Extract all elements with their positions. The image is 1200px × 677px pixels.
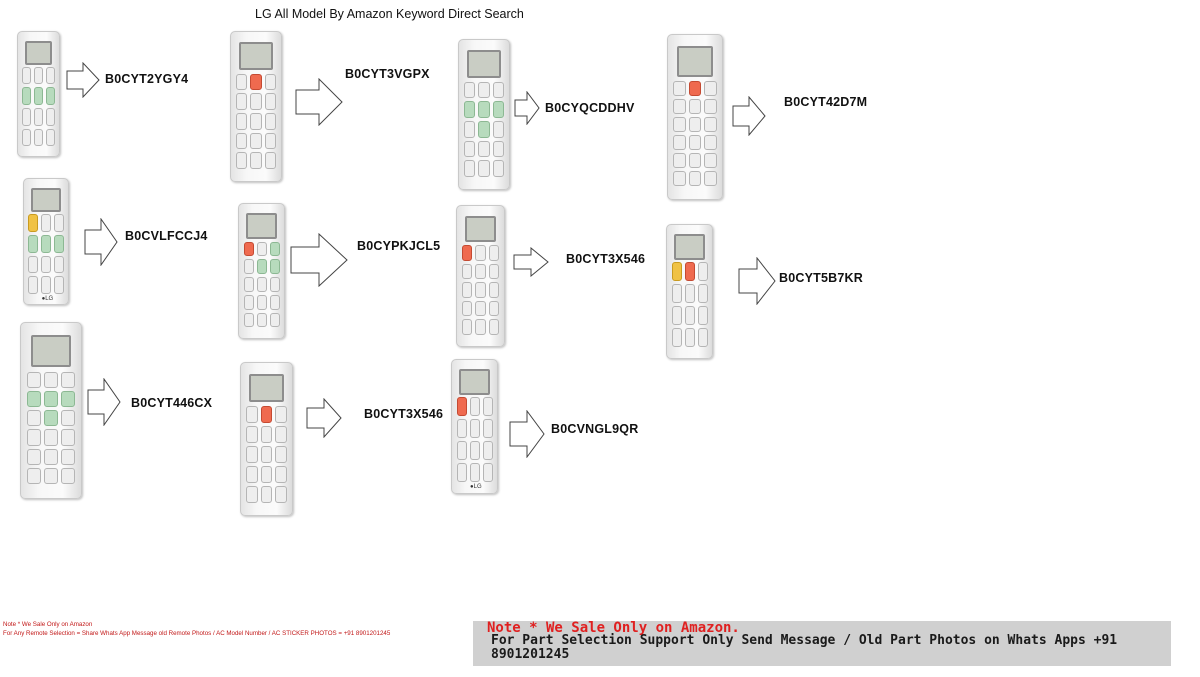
product-code[interactable]: B0CYT5B7KR: [779, 271, 863, 285]
arrow-right-icon: [66, 62, 100, 98]
note-banner: [473, 621, 1171, 666]
remote-image-2[interactable]: [230, 31, 282, 182]
arrow-right-icon: [509, 410, 545, 458]
arrow-right-icon: [732, 96, 766, 136]
product-code[interactable]: B0CYT2YGY4: [105, 72, 189, 86]
arrow-right-icon: [290, 233, 348, 287]
remote-image-5[interactable]: ●LG: [23, 178, 69, 305]
product-code[interactable]: B0CYT3VGPX: [345, 67, 430, 81]
note-banner-line-2: For Part Selection Support Only Send Message / Old Part Photos on Whats Apps +91 8901201245: [491, 633, 1118, 662]
product-code[interactable]: B0CVNGL9QR: [551, 422, 639, 436]
product-code[interactable]: B0CYT42D7M: [784, 95, 868, 109]
product-code[interactable]: B0CYT446CX: [131, 396, 213, 410]
arrow-right-icon: [513, 247, 549, 277]
remote-image-11[interactable]: ●LG: [451, 359, 498, 494]
product-code[interactable]: B0CYQCDDHV: [545, 101, 635, 115]
remote-image-9[interactable]: [20, 322, 82, 499]
remote-image-8[interactable]: [666, 224, 713, 359]
remote-image-3[interactable]: [458, 39, 510, 190]
small-note-line-1: Note * We Sale Only on Amazon: [3, 621, 93, 628]
page-title: LG All Model By Amazon Keyword Direct Search: [255, 7, 524, 21]
product-code[interactable]: B0CYPKJCL5: [357, 239, 441, 253]
remote-image-4[interactable]: [667, 34, 723, 200]
remote-image-1[interactable]: [17, 31, 60, 157]
remote-image-7[interactable]: [456, 205, 505, 347]
remote-image-10[interactable]: [240, 362, 293, 516]
small-note: [3, 620, 390, 638]
product-code[interactable]: B0CVLFCCJ4: [125, 229, 208, 243]
product-code[interactable]: B0CYT3X546: [566, 252, 646, 266]
product-code[interactable]: B0CYT3X546: [364, 407, 444, 421]
arrow-right-icon: [87, 378, 121, 426]
arrow-right-icon: [738, 257, 776, 305]
arrow-right-icon: [295, 78, 343, 126]
note-banner-line-1: Note * We Sale Only on Amazon.: [487, 620, 740, 636]
arrow-right-icon: [306, 398, 342, 438]
arrow-right-icon: [84, 218, 118, 266]
arrow-right-icon: [514, 91, 540, 125]
small-note-line-2: For Any Remote Selection = Share Whats App Message old Remote Photos / AC Model Number / AC STICKER PHOTOS = +91 8901201245: [3, 630, 391, 637]
remote-image-6[interactable]: [238, 203, 285, 339]
